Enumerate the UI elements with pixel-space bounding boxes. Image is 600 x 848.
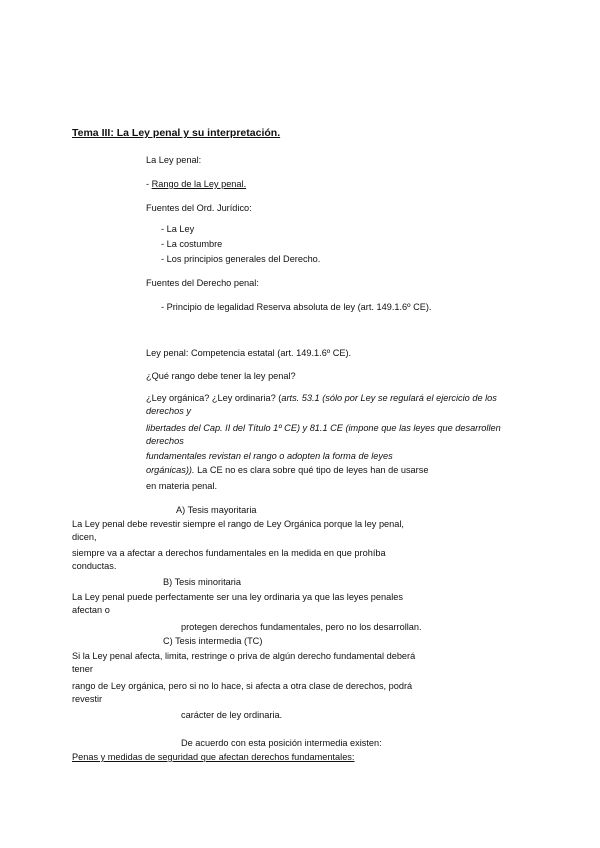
rango-line: [146, 179, 246, 190]
fuentes-ord-heading: Fuentes del Ord. Jurídico:: [146, 203, 252, 213]
tesis-a-heading: A) Tesis mayoritaria: [176, 505, 257, 515]
tesis-a-line: siempre va a afectar a derechos fundamentales en la medida en que prohíba: [72, 548, 386, 558]
tesis-b-heading: B) Tesis minoritaria: [163, 577, 241, 587]
tesis-b-line: protegen derechos fundamentales, pero no los desarrollan.: [181, 622, 422, 632]
section-ley-penal: La Ley penal:: [146, 155, 202, 165]
tesis-c-line: Si la Ley penal afecta, limita, restringe o priva de algún derecho fundamental deberá: [72, 651, 416, 661]
tesis-c-line: revestir: [72, 694, 103, 704]
organica-italic-1: arts. 53.1 (sólo por Ley se regulará el ejercicio de los: [281, 393, 497, 403]
competencia-line: Ley penal: Competencia estatal (art. 149.1.6º CE).: [146, 348, 352, 358]
list-item: - La Ley: [161, 224, 195, 234]
list-item: - Los principios generales del Derecho.: [161, 254, 321, 264]
organica-tail: La CE no es clara sobre qué tipo de leyes han de usarse: [194, 465, 429, 475]
organica-question: ¿Ley orgánica? ¿Ley ordinaria? (: [146, 393, 282, 403]
tesis-a-line: dicen,: [72, 532, 97, 542]
tesis-a-line: La Ley penal debe revestir siempre el rango de Ley Orgánica porque la ley penal,: [72, 519, 404, 529]
fuentes-penal-heading: Fuentes del Derecho penal:: [146, 278, 259, 288]
organica-italic-4: derechos: [146, 436, 184, 446]
pregunta-line: ¿Qué rango debe tener la ley penal?: [146, 371, 296, 381]
penas-heading: Penas y medidas de seguridad que afectan derechos fundamentales:: [72, 752, 355, 762]
organica-italic-6: orgánicas)).: [146, 465, 195, 475]
organica-italic-2: derechos y: [146, 406, 191, 416]
acuerdo-line: De acuerdo con esta posición intermedia existen:: [181, 738, 382, 748]
organica-italic-5: fundamentales revistan el rango o adopten la forma de leyes: [146, 451, 393, 461]
tesis-b-line: afectan o: [72, 605, 110, 615]
organica-line-6: [146, 465, 428, 476]
tesis-c-line: rango de Ley orgánica, pero si no lo hace, si afecta a otra clase de derechos, podrá: [72, 681, 413, 691]
document-title: Tema III: La Ley penal y su interpretación.: [72, 127, 281, 139]
tesis-c-line: carácter de ley ordinaria.: [181, 710, 283, 720]
organica-line-1: [146, 393, 497, 404]
rango-heading: Rango de la Ley penal.: [151, 179, 247, 189]
tesis-b-line: La Ley penal puede perfectamente ser una ley ordinaria ya que las leyes penales: [72, 592, 403, 602]
list-item: - La costumbre: [161, 239, 223, 249]
tesis-a-line: conductas.: [72, 561, 117, 571]
organica-last: en materia penal.: [146, 481, 217, 491]
tesis-c-heading: C) Tesis intermedia (TC): [163, 636, 263, 646]
rango-prefix: -: [146, 179, 152, 189]
tesis-c-line: tener: [72, 664, 93, 674]
list-item: - Principio de legalidad Reserva absoluta de ley (art. 149.1.6º CE).: [161, 302, 432, 312]
organica-italic-3: libertades del Cap. II del Título 1º CE) y 81.1 CE (impone que las leyes que desarrollen: [146, 423, 501, 433]
